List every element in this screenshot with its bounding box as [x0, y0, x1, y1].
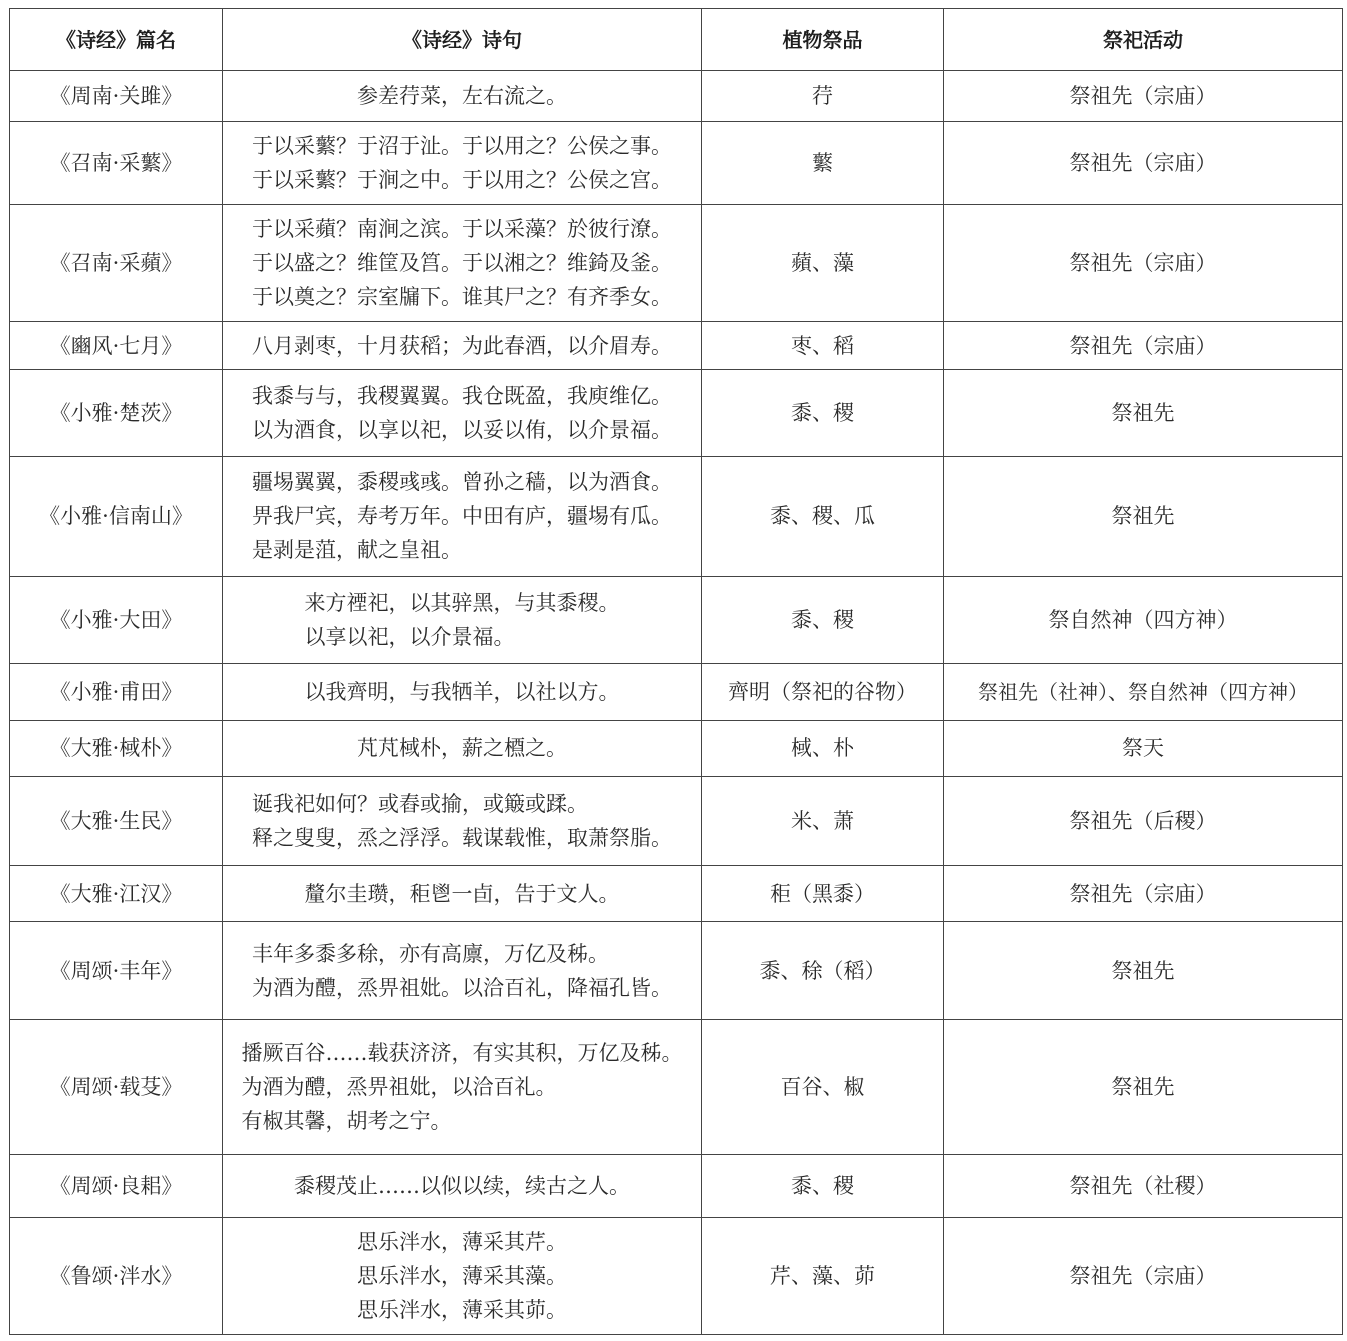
verse-line: 我黍与与，我稷翼翼。我仓既盈，我庾维亿。	[252, 384, 672, 408]
table-row	[10, 576, 1343, 663]
sacrifice-activity-cell: 祭祖先（宗庙）	[944, 205, 1343, 322]
verse-cell	[223, 122, 702, 205]
verse-line: 为酒为醴，烝畀祖妣。以洽百礼，降福孔皆。	[252, 975, 672, 1000]
verse-line: 来方禋祀，以其骍黑，与其黍稷。	[304, 590, 620, 615]
verse-cell	[223, 576, 702, 663]
verse-line: 疆埸翼翼，黍稷彧彧。曾孙之穑，以为酒食。	[252, 470, 672, 495]
verse-line: 以我齊明，与我牺羊，以社以方。	[304, 679, 620, 704]
verse-line: 是剥是菹，献之皇祖。	[252, 538, 462, 563]
verse-lines	[305, 877, 620, 911]
verse-cell	[223, 205, 702, 322]
table-row	[10, 71, 1343, 122]
verse-lines	[357, 79, 567, 113]
plant-offering-cell: 齊明（祭祀的谷物）	[702, 663, 944, 720]
poem-title-cell: 《周颂·载芟》	[10, 1020, 223, 1154]
sacrifice-activity-cell: 祭祖先（宗庙）	[944, 866, 1343, 922]
table-row	[10, 1154, 1343, 1217]
verse-line: 黍稷茂止……以似以续，续古之人。	[294, 1173, 630, 1198]
plant-offering-cell: 荇	[702, 71, 944, 122]
poem-title-cell: 《周南·关雎》	[10, 71, 223, 122]
verse-line: 芃芃棫朴，薪之槱之。	[357, 736, 567, 761]
verse-cell	[223, 720, 702, 776]
verse-line: 释之叟叟，烝之浮浮。载谋载惟，取萧祭脂。	[252, 826, 672, 851]
plant-offering-cell: 蘋、藻	[702, 205, 944, 322]
plant-offering-cell: 棫、朴	[702, 720, 944, 776]
header-plants: 植物祭品	[702, 9, 944, 71]
verse-line: 诞我祀如何？或舂或揄，或簸或蹂。	[252, 792, 588, 817]
table-row	[10, 720, 1343, 776]
verse-lines	[252, 212, 672, 314]
verse-line: 参差荇菜，左右流之。	[357, 84, 567, 109]
table-row	[10, 322, 1343, 370]
verse-cell	[223, 1154, 702, 1217]
verse-line: 思乐泮水，薄采其芹。	[357, 1229, 567, 1254]
verse-line: 以为酒食，以享以祀，以妥以侑，以介景福。	[252, 418, 672, 442]
plant-offering-cell: 枣、稻	[702, 322, 944, 370]
table-row	[10, 1020, 1343, 1154]
plant-offering-cell: 黍、稷	[702, 1154, 944, 1217]
verse-lines	[357, 1225, 567, 1327]
verse-line: 为酒为醴，烝畀祖妣，以洽百礼。	[241, 1074, 557, 1099]
verse-line: 于以采蘩？于沼于沚。于以用之？公侯之事。	[252, 134, 672, 159]
sacrifice-activity-cell: 祭祖先	[944, 922, 1343, 1020]
sacrifice-activity-cell: 祭祖先	[944, 456, 1343, 576]
verse-line: 于以采蘋？南涧之滨。于以采藻？於彼行潦。	[252, 217, 672, 242]
sacrifice-activity-cell: 祭祖先（社神）、祭自然神（四方神）	[944, 663, 1343, 720]
poem-title-cell: 《大雅·江汉》	[10, 866, 223, 922]
table-row	[10, 777, 1343, 866]
verse-lines	[357, 731, 567, 765]
poem-title-cell: 《周颂·丰年》	[10, 922, 223, 1020]
poem-title-cell: 《召南·采蘩》	[10, 122, 223, 205]
poem-title-cell: 《大雅·棫朴》	[10, 720, 223, 776]
verse-cell	[223, 370, 702, 456]
verse-cell	[223, 322, 702, 370]
table-body	[10, 71, 1343, 1335]
verse-lines	[252, 329, 672, 363]
plant-offering-cell: 芹、藻、茆	[702, 1217, 944, 1334]
poem-title-cell: 《小雅·甫田》	[10, 663, 223, 720]
verse-cell	[223, 866, 702, 922]
table-row	[10, 370, 1343, 456]
poem-title-cell: 《周颂·良耜》	[10, 1154, 223, 1217]
table-row	[10, 663, 1343, 720]
verse-line: 丰年多黍多稌，亦有高廪，万亿及秭。	[252, 941, 609, 966]
verse-cell	[223, 1217, 702, 1334]
poem-title-cell: 《鲁颂·泮水》	[10, 1217, 223, 1334]
poem-title-cell: 《豳风·七月》	[10, 322, 223, 370]
verse-line: 釐尔圭瓒，秬鬯一卣，告于文人。	[304, 881, 620, 906]
table-row	[10, 205, 1343, 322]
verse-cell	[223, 777, 702, 866]
sacrifice-activity-cell: 祭祖先（宗庙）	[944, 1217, 1343, 1334]
verse-line: 有椒其馨，胡考之宁。	[241, 1108, 452, 1133]
verse-cell	[223, 1020, 702, 1154]
verse-line: 思乐泮水，薄采其茆。	[357, 1297, 567, 1322]
sacrifice-activity-cell: 祭祖先	[944, 1020, 1343, 1154]
verse-line: 畀我尸宾，寿考万年。中田有庐，疆埸有瓜。	[252, 504, 672, 529]
verse-line: 以享以祀，以介景福。	[304, 624, 515, 649]
verse-lines	[252, 787, 672, 855]
sacrifice-activity-cell: 祭祖先（宗庙）	[944, 71, 1343, 122]
header-activity: 祭祀活动	[944, 9, 1343, 71]
verse-lines	[305, 586, 620, 654]
plant-offering-cell: 百谷、椒	[702, 1020, 944, 1154]
verse-cell	[223, 663, 702, 720]
poem-title-cell: 《小雅·信南山》	[10, 456, 223, 576]
verse-line: 八月剥枣，十月获稻；为此春酒，以介眉寿。	[252, 333, 672, 358]
header-title: 《诗经》篇名	[10, 9, 223, 71]
verse-lines	[252, 379, 672, 447]
sacrifice-activity-cell: 祭祖先（宗庙）	[944, 322, 1343, 370]
table-row	[10, 1217, 1343, 1334]
header-row	[10, 9, 1343, 71]
plant-offering-cell: 蘩	[702, 122, 944, 205]
table-row	[10, 866, 1343, 922]
sacrifice-activity-cell: 祭祖先（宗庙）	[944, 122, 1343, 205]
plant-offering-cell: 黍、稷	[702, 370, 944, 456]
verse-lines	[305, 675, 620, 709]
verse-lines	[252, 465, 672, 567]
verse-line: 播厥百谷……载获济济，有实其积，万亿及秭。	[241, 1040, 683, 1065]
plant-offering-cell: 秬（黑黍）	[702, 866, 944, 922]
sacrifice-activity-cell: 祭祖先（社稷）	[944, 1154, 1343, 1217]
header-verses: 《诗经》诗句	[223, 9, 702, 71]
table-row	[10, 456, 1343, 576]
sacrifice-plants-table	[9, 8, 1343, 1335]
plant-offering-cell: 黍、稷	[702, 576, 944, 663]
verse-lines	[242, 1036, 683, 1138]
verse-lines	[252, 129, 672, 197]
verse-cell	[223, 922, 702, 1020]
plant-offering-cell: 米、萧	[702, 777, 944, 866]
verse-line: 于以采蘩？于涧之中。于以用之？公侯之宫。	[252, 168, 672, 193]
verse-line: 思乐泮水，薄采其藻。	[357, 1263, 567, 1288]
sacrifice-activity-cell: 祭祖先（后稷）	[944, 777, 1343, 866]
sacrifice-activity-cell: 祭祖先	[944, 370, 1343, 456]
plant-offering-cell: 黍、稌（稻）	[702, 922, 944, 1020]
poem-title-cell: 《大雅·生民》	[10, 777, 223, 866]
verse-cell	[223, 456, 702, 576]
verse-line: 于以奠之？宗室牖下。谁其尸之？有齐季女。	[252, 285, 672, 310]
sacrifice-activity-cell: 祭天	[944, 720, 1343, 776]
verse-cell	[223, 71, 702, 122]
poem-title-cell: 《召南·采蘋》	[10, 205, 223, 322]
verse-lines	[294, 1169, 630, 1203]
table-row	[10, 922, 1343, 1020]
plant-offering-cell: 黍、稷、瓜	[702, 456, 944, 576]
poem-title-cell: 《小雅·大田》	[10, 576, 223, 663]
poem-title-cell: 《小雅·楚茨》	[10, 370, 223, 456]
table-row	[10, 122, 1343, 205]
verse-line: 于以盛之？维筐及筥。于以湘之？维錡及釜。	[252, 251, 672, 276]
verse-lines	[252, 937, 672, 1005]
sacrifice-activity-cell: 祭自然神（四方神）	[944, 576, 1343, 663]
